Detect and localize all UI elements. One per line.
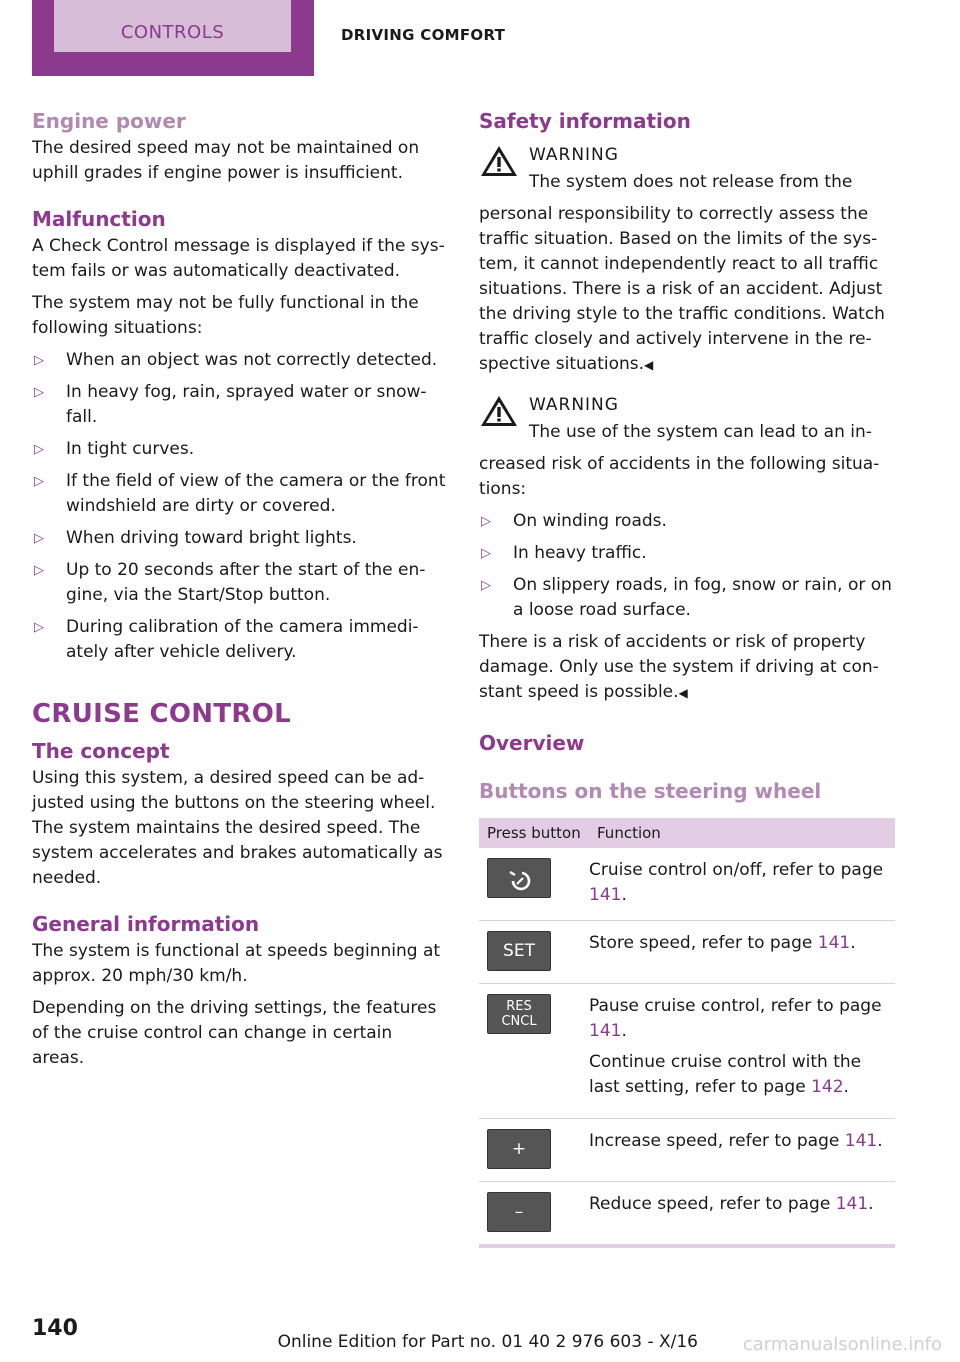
table-header-press-button: Press button xyxy=(479,818,589,848)
triangle-bullet-icon: ▷ xyxy=(34,620,44,635)
warning-text: creased risk of accidents in the following situa‐tions: xyxy=(479,454,880,499)
malfunction-p2: The system may not be fully functional in the following situations: xyxy=(32,293,419,338)
cruise-control-heading: CRUISE CONTROL xyxy=(32,699,291,729)
table-row xyxy=(479,848,895,921)
list-item-text: When driving toward bright lights. xyxy=(66,528,357,548)
page-link[interactable]: 141 xyxy=(844,1131,878,1151)
triangle-bullet-icon: ▷ xyxy=(481,578,491,593)
warning-first-line: The use of the system can lead to an in‐ xyxy=(529,422,872,442)
header-tab-label: CONTROLS xyxy=(120,22,225,43)
left-column xyxy=(32,106,448,1078)
key-label-bottom: CNCL xyxy=(501,1014,537,1029)
table-cell-function xyxy=(589,848,895,921)
engine-power-heading: Engine power xyxy=(32,109,186,133)
list-item xyxy=(479,509,895,541)
table-cell-key xyxy=(479,848,589,921)
key-label-top: RES xyxy=(506,999,532,1014)
list-item-text: On slippery roads, in fog, snow or rain, or on a loose road surface. xyxy=(513,575,892,620)
table-row xyxy=(479,921,895,984)
warning-title: WARNING xyxy=(529,395,619,415)
general-info-p2: Depending on the driving settings, the features of the cruise control can change in certain areas. xyxy=(32,998,437,1068)
header-section-title: DRIVING COMFORT xyxy=(341,26,506,44)
function-text: Pause cruise control, refer to page xyxy=(589,996,882,1016)
function-text-end: . xyxy=(868,1194,874,1214)
list-item xyxy=(32,558,448,615)
general-info-p1: The system is functional at speeds beginning at approx. 20 mph/30 km/h. xyxy=(32,941,441,986)
malfunction-list xyxy=(32,348,448,672)
list-item xyxy=(479,541,895,573)
general-info-section xyxy=(32,909,448,1071)
list-item xyxy=(479,573,895,630)
triangle-bullet-icon: ▷ xyxy=(481,546,491,561)
function-text-end: . xyxy=(621,1021,627,1041)
page-link[interactable]: 141 xyxy=(589,1021,622,1041)
end-mark-icon: ◀ xyxy=(644,358,654,372)
function-text-end: . xyxy=(877,1131,883,1151)
function-text: Increase speed, refer to page xyxy=(589,1131,845,1151)
minus-button-icon: – xyxy=(487,1192,551,1232)
triangle-bullet-icon: ▷ xyxy=(34,442,44,457)
table-header-function: Function xyxy=(589,818,895,848)
triangle-bullet-icon: ▷ xyxy=(34,353,44,368)
triangle-bullet-icon: ▷ xyxy=(34,531,44,546)
warning-closing xyxy=(479,630,895,706)
warning-triangle-icon xyxy=(479,143,519,179)
warning-block xyxy=(479,390,895,502)
header-tab xyxy=(32,0,314,76)
list-item xyxy=(32,348,448,380)
table-row xyxy=(479,1119,895,1182)
list-item-text: When an object was not correctly detected. xyxy=(66,350,438,370)
end-mark-icon: ◀ xyxy=(678,686,688,700)
plus-button-icon: + xyxy=(487,1129,551,1169)
list-item-text: If the field of view of the camera or the front windshield are dirty or covered. xyxy=(66,471,446,516)
page-link[interactable]: 142 xyxy=(811,1077,844,1097)
warning-list xyxy=(479,509,895,630)
function-text: Store speed, refer to page xyxy=(589,933,818,953)
list-item-text: In heavy fog, rain, sprayed water or snow‐fall. xyxy=(66,382,427,427)
function-paragraph xyxy=(589,994,895,1044)
list-item-text: During calibration of the camera immedi‐ately after vehicle delivery. xyxy=(66,617,419,662)
function-text-end: . xyxy=(843,1077,849,1097)
function-text: Continue cruise control with the last setting, refer to page xyxy=(589,1052,862,1097)
page-link[interactable]: 141 xyxy=(817,933,851,953)
concept-heading: The concept xyxy=(32,739,170,763)
warning-triangle-icon xyxy=(479,393,519,429)
buttons-heading: Buttons on the steering wheel xyxy=(479,779,822,803)
watermark: carmanualsonline.info xyxy=(742,1334,942,1355)
header-tab-inner xyxy=(54,0,291,52)
table-row xyxy=(479,1182,895,1247)
concept-section xyxy=(32,736,448,891)
general-info-heading: General information xyxy=(32,912,260,936)
right-column xyxy=(479,106,895,1248)
page-link[interactable]: 141 xyxy=(835,1194,869,1214)
list-item-text: In tight curves. xyxy=(66,439,195,459)
malfunction-heading: Malfunction xyxy=(32,207,166,231)
malfunction-p1: A Check Control message is displayed if the sys‐tem fails or was automatically deactivated. xyxy=(32,236,445,281)
triangle-bullet-icon: ▷ xyxy=(34,385,44,400)
table-cell-key xyxy=(479,921,589,984)
triangle-bullet-icon: ▷ xyxy=(481,514,491,529)
list-item xyxy=(32,380,448,437)
triangle-bullet-icon: ▷ xyxy=(34,474,44,489)
table-cell-function xyxy=(589,1119,895,1182)
list-item xyxy=(32,526,448,558)
warning-title: WARNING xyxy=(529,145,619,165)
table-cell-function xyxy=(589,984,895,1119)
function-paragraph xyxy=(589,1050,895,1100)
table-cell-key xyxy=(479,1119,589,1182)
list-item xyxy=(32,437,448,469)
concept-text: Using this system, a desired speed can be ad‐justed using the buttons on the steering wheel. The system maintains the desired speed. The system accelerates and brakes automatically as needed. xyxy=(32,768,443,888)
table-cell-key xyxy=(479,984,589,1119)
set-button-icon: SET xyxy=(487,931,551,971)
warning-block xyxy=(479,140,895,378)
table-row xyxy=(479,984,895,1119)
cruise-onoff-button-icon xyxy=(487,858,551,898)
list-item-text: Up to 20 seconds after the start of the en‐gine, via the Start/Stop button. xyxy=(66,560,426,605)
table-header-row xyxy=(479,818,895,848)
edition-footer: Online Edition for Part no. 01 40 2 976 603 - X/16 xyxy=(277,1332,698,1352)
engine-power-text: The desired speed may not be maintained on uphill grades if engine power is insufficient. xyxy=(32,138,420,183)
safety-heading: Safety information xyxy=(479,109,691,133)
page-link[interactable]: 141 xyxy=(589,885,622,905)
res-cncl-button-icon xyxy=(487,994,551,1034)
table-cell-function xyxy=(589,1182,895,1247)
warning-text xyxy=(479,202,895,378)
list-item-text: In heavy traffic. xyxy=(513,543,647,563)
triangle-bullet-icon: ▷ xyxy=(34,563,44,578)
list-item xyxy=(32,469,448,526)
buttons-table xyxy=(479,818,895,1248)
table-cell-key xyxy=(479,1182,589,1247)
function-text: Reduce speed, refer to page xyxy=(589,1194,836,1214)
warning-closing-text: There is a risk of accidents or risk of property damage. Only use the system if driving at con‐stant speed is possible. xyxy=(479,632,879,702)
speedometer-icon xyxy=(488,859,550,897)
list-item-text: On winding roads. xyxy=(513,511,667,531)
list-item xyxy=(32,615,448,672)
function-text-end: . xyxy=(850,933,856,953)
overview-heading: Overview xyxy=(479,731,585,755)
function-text-end: . xyxy=(621,885,627,905)
function-text: Cruise control on/off, refer to page xyxy=(589,860,884,880)
page-number: 140 xyxy=(32,1316,78,1341)
table-cell-function xyxy=(589,921,895,984)
warning-first-line: The system does not release from the xyxy=(529,172,853,192)
warning-text-body: personal responsibility to correctly assess the traffic situation. Based on the limits of the sys‐tem, it cannot independently react to all traffic situations. There is a risk of an accident. Adjust the driving style to the traffic conditions. Watch traffic closely and actively intervene in the re‐spective situations. xyxy=(479,204,885,374)
malfunction-section xyxy=(32,204,448,672)
engine-power-section xyxy=(32,106,448,186)
